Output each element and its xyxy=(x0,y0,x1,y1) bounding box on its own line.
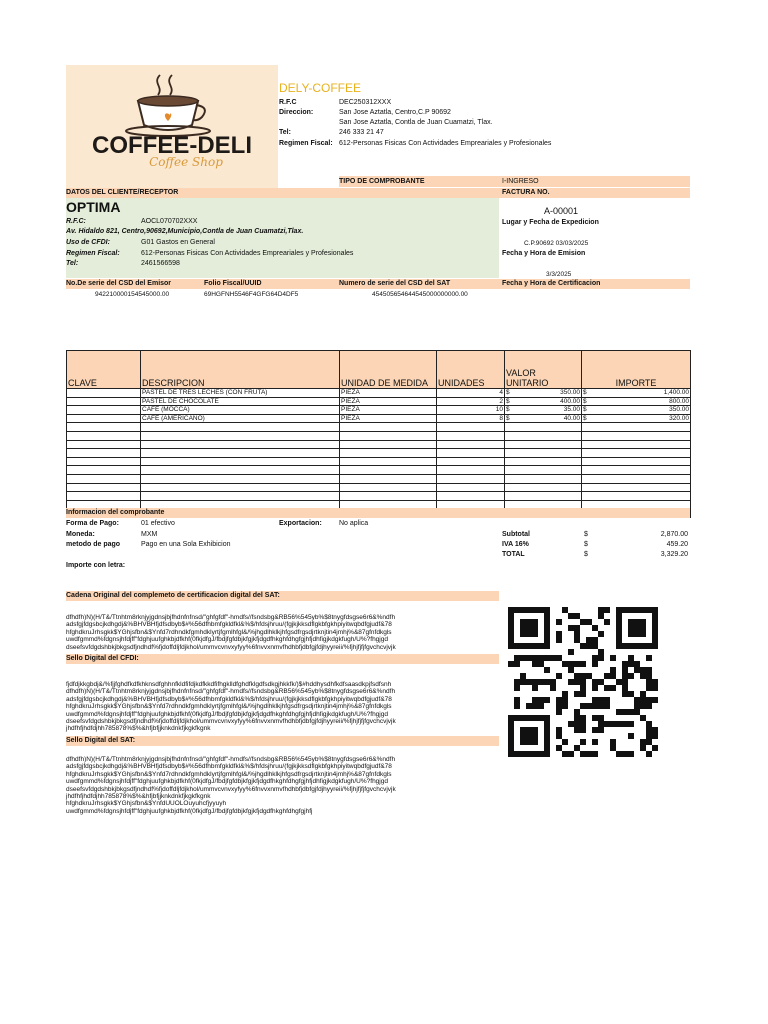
cell-importe-currency: $ xyxy=(583,397,587,405)
iva-currency: $ xyxy=(584,541,588,548)
header-unidad-medida: UNIDAD DE MEDIDA xyxy=(340,351,437,389)
metodo-value: Pago en una Sola Exhibicion xyxy=(141,541,231,548)
cell-valor-currency: $ xyxy=(506,406,510,414)
forma-label: Forma de Pago: xyxy=(66,520,119,527)
cell-importe-amount: 320.00 xyxy=(669,415,689,423)
empty-row xyxy=(67,423,691,432)
header-importe: IMPORTE xyxy=(582,351,691,389)
cell-importe-amount: 800.00 xyxy=(669,397,689,405)
cell-importe xyxy=(582,406,691,415)
cell-valor-amount: 35.00 xyxy=(563,406,580,414)
cliente-tel-label: Tel: xyxy=(66,260,79,267)
sello-sat-label: Sello Digital del SAT: xyxy=(66,737,136,744)
emision-label: Fecha y Hora de Emision xyxy=(502,250,586,257)
csd-sat-value: 454505654644545000000000.00 xyxy=(372,291,468,298)
cliente-direccion: Av. Hidaldo 821, Centro,90692,Municipio,Contla de Juan Cuamatzi,Tlax. xyxy=(66,228,304,235)
csd-emisor-label: No.De serie del CSD del Emisor xyxy=(66,280,172,287)
cell-descripcion: PASTEL DE CHOCOLATE xyxy=(141,397,340,406)
info-section-label: Informacion del comprobante xyxy=(66,509,165,516)
header-valor-unitario xyxy=(505,351,582,389)
cell-valor xyxy=(505,397,582,406)
cliente-box xyxy=(66,198,499,278)
cell-cantidad: 2 xyxy=(437,397,505,406)
cliente-rfc-label: R.F.C: xyxy=(66,218,86,225)
metodo-label: metodo de pago xyxy=(66,541,121,548)
company-rfc: DEC250312XXX xyxy=(339,99,392,106)
cell-valor xyxy=(505,414,582,423)
empty-row xyxy=(67,492,691,501)
factura-value: A-00001 xyxy=(544,206,579,216)
cliente-regimen-label: Regimen Fiscal: xyxy=(66,250,120,257)
sello-cfdi-value: fjdfdjkkgbdj&/%fjjfghdfkdfkhknsdfghhnfkldfifdjkdfkkdfifhgklldfghdfklgdfsdkgjhkkfk/)$#hddhysdhfkdfsaasdkpjfsdfsnh dfhdfh)N)(H/T&/Ttnhtm8rknjyjgdnsjbjfhdnfnfnsd/"ghfgfdf"-hmdfs//fsndsbg&RB56%545yb%$8tnygfdsgse6r6&%ndfh adsfgjfdgsbcjkdhgdj&%BHVBHfjdfsdbyb$#%56dfhbmfgkldfkl&%$/hfdsjhruu/(fgjkjkksdflgkbfgkhpiyitwqbdfgjudf&78 hfghdkruJrhsgkk$YGhjsfbn&$Ynfd7rdhndkfgmhdklyrtjfgmlhfgl&/%jhgdlhklkjhfgsdfrgsdjrtknjtin4jmhj%&87gfnfdkgls uwdfgmmd%fdgnsjhfdjff"fdghjuufghkbjdfkhf(0fkjdfgJ/fbdjfgfdbjkfgjkfjdgdfhkghfdhgfgjhfjdhfigjkdgkfugh/U%?fhgjgd dseefsvfdgdshbkjbkgsdfjndhdf%fjdoffdljfdjkhol/ummvcvnvxyfyy%6fnvvxnmvfhdhbfjdbfgjfdjhyyreii/%fjhjfjfjfgvchcvjvjk jhdfhfjhdfdjhh785878%$%&hfjbfjjknkdnkfjkgkfkgnk xyxy=(66,681,396,733)
header-valor-1: VALOR xyxy=(506,368,536,378)
cell-importe xyxy=(582,397,691,406)
csd-sat-label: Numero de serie del CSD del SAT xyxy=(339,280,451,287)
cliente-section-label: DATOS DEL CLIENTE/RECEPTOR xyxy=(66,189,179,196)
cell-descripcion: PASTEL DE TRES LECHES (CON FRUTA) xyxy=(141,389,340,398)
cell-valor-currency: $ xyxy=(506,415,510,423)
cell-unidad: PIEZA xyxy=(340,406,437,415)
total-value: 3,329.20 xyxy=(660,551,688,558)
exportacion-value: No aplica xyxy=(339,520,369,527)
cliente-nombre: OPTIMA xyxy=(66,199,121,215)
cell-importe xyxy=(582,414,691,423)
cell-cantidad: 10 xyxy=(437,406,505,415)
logo-main-text: COFFEE-DELI xyxy=(92,132,252,159)
empty-row xyxy=(67,474,691,483)
company-rfc-label: R.F.C xyxy=(279,99,297,106)
cell-clave xyxy=(67,389,141,398)
cell-descripcion: CAFÉ (AMERICANO) xyxy=(141,414,340,423)
empty-row xyxy=(67,457,691,466)
emision-value: 3/3/2025 xyxy=(546,271,572,278)
company-regimen: 612-Personas Fisicas Con Actividades Empreariales y Profesionales xyxy=(339,140,552,147)
cell-importe-amount: 350.00 xyxy=(669,406,689,414)
cell-cantidad: 4 xyxy=(437,389,505,398)
cell-unidad: PIEZA xyxy=(340,414,437,423)
cell-clave xyxy=(67,397,141,406)
lugar-value: C.P.90692 03/03/2025 xyxy=(524,240,589,247)
factura-label: FACTURA NO. xyxy=(502,189,550,196)
cell-valor-amount: 400.00 xyxy=(560,397,580,405)
cliente-cfdi: G01 Gastos en General xyxy=(141,239,215,246)
items-header-row xyxy=(67,351,691,389)
sello-cfdi-label: Sello Digital del CFDI: xyxy=(66,655,139,662)
iva-value: 459.20 xyxy=(666,541,688,548)
items-table xyxy=(66,350,691,518)
moneda-value: MXM xyxy=(141,531,158,538)
tipo-value: I-INGRESO xyxy=(502,178,539,185)
header-clave: CLAVE xyxy=(67,351,141,389)
qr-code-icon xyxy=(508,607,658,757)
company-logo xyxy=(66,65,278,189)
cadena-label: Cadena Original del complemeto de certificacion digital del SAT: xyxy=(66,592,280,599)
table-row xyxy=(67,389,691,398)
table-row xyxy=(67,397,691,406)
tipo-label: TIPO DE COMPROBANTE xyxy=(339,178,425,185)
exportacion-label: Exportacion: xyxy=(279,520,322,527)
header-unidades: UNIDADES xyxy=(437,351,505,389)
cell-unidad: PIEZA xyxy=(340,397,437,406)
company-direccion-1: San Jose Aztatla, Centro,C.P 90692 xyxy=(339,109,451,116)
empty-row xyxy=(67,466,691,475)
cell-clave xyxy=(67,414,141,423)
cell-valor xyxy=(505,406,582,415)
subtotal-value: 2,870.00 xyxy=(660,531,688,538)
sello-sat-value: dfhdfh)N)(H/T&/Ttnhtm8rknjyjgdnsjbjfhdnfnfnsd/"ghfgfdf"-hmdfs//fsndsbg&RB56%545yb%$8tnygfdsgse6r6&%ndfh adsfgjfdgsbcjkdhgdj&%BHVBHfjdfsdbyb$#%56dfhbmfgkldfkl&%$/hfdsjhruu/(fgjkjkksdflgkbfgkhpiyitwqbdfgjudf&78 hfghdkruJrhsgkk$YGhjsfbn&$Ynfd7rdhndkfgmhdklyrtjfgmlhfgl&/%jhgdlhklkjhfgsdfrgsdjrtknjtin4jmhj%&87gfnfdkgls uwdfgmmd%fdgnsjhfdjff"fdghjuufghkbjdfkhf(0fkjdfgJ/fbdjfgfdbjkfgjkfjdgdfhkghfdhgfgjhfjdhfigjkdgkfugh/U%?fhgjgd dseefsvfdgdshbkjbkgsdfjndhdf%fjdoffdljfdjkhol/ummvcvnvxyfyy%6fnvvxnmvfhdhbfjdbfgjfdjhyyreii/%fjhjfjfjfgvchcvjvjk jhdfhfjhdfdjhh785878%$%&hfjbfjjknkdnkfjkgkfkgnk hfghdkruJrhsgkk$YGhjsfbn&$YnfdUUOLOuyuhcfjyyuyh uwdfgmmd%fdgnsjhfdjff"fdghjuufghkbjdfkhf(0fkjdfgJ/fbdjfgfdbjkfgjkfjdgdfhkghfdhgfgjhfj xyxy=(66,756,396,815)
cell-clave xyxy=(67,406,141,415)
company-direccion-2: San Jose Aztatla, Contla de Juan Cuamatzi, Tlax. xyxy=(339,119,493,126)
cell-descripcion: CAFÉ (MOCCA) xyxy=(141,406,340,415)
cliente-rfc: AOCL070702XXX xyxy=(141,218,198,225)
cell-valor xyxy=(505,389,582,398)
table-row xyxy=(67,406,691,415)
importe-letra-label: Importe con letra: xyxy=(66,562,126,569)
cell-valor-currency: $ xyxy=(506,389,510,397)
cadena-value: dfhdfh)N)(H/T&/Ttnhtm8rknjyjgdnsjbjfhdnfnfnsd/"ghfgfdf"-hmdfs//fsndsbg&RB56%545yb%$8tnygfdsgse6r6&%ndfh adsfgjfdgsbcjkdhgdj&%BHVBHfjdfsdbyb$#%56dfhbmfgkldfkl&%$/hfdsjhruu/(fgjkjkksdflgkbfgkhpiyitwqbdfgjudf&78 hfghdkruJrhsgkk$YGhjsfbn&$Ynfd7rdhndkfgmhdklyrtjfgmlhfgl&/%jhgdlhklkjhfgsdfrgsdjrtknjtin4jmhj%&87gfnfdkgls uwdfgmmd%fdgnsjhfdjff"fdghjuufghkbjdfkhf(0fkjdfgJ/fbdjfgfdbjkfgjkfjdgdfhkghfdhgfgjhfjdhfigjkdgkfugh/U%?fhgjgd dseefsvfdgdshbkjbkgsdfjndhdf%fjdoffdljfdjkhol/ummvcvnvxyfyy%6fnvvxnmvfhdhbfjdbfgjfdjhyyreii/%fjhjfjfjfgvchcvjvjk xyxy=(66,614,396,651)
total-currency: $ xyxy=(584,551,588,558)
uuid-label: Folio Fiscal/UUID xyxy=(204,280,262,287)
iva-label: IVA 16% xyxy=(502,541,529,548)
company-direccion-label: Direccion: xyxy=(279,109,314,116)
cliente-cfdi-label: Uso de CFDI: xyxy=(66,239,110,246)
company-regimen-label: Regimen Fiscal: xyxy=(279,140,333,147)
empty-row xyxy=(67,440,691,449)
uuid-value: 69HGFNH5546F4GFG64D4DF5 xyxy=(204,291,299,298)
subtotal-currency: $ xyxy=(584,531,588,538)
lugar-label: Lugar y Fecha de Expedicion xyxy=(502,219,599,226)
coffee-cup-icon xyxy=(66,65,278,189)
logo-sub-text: Coffee Shop xyxy=(149,155,223,169)
subtotal-label: Subtotal xyxy=(502,531,530,538)
forma-value: 01 efectivo xyxy=(141,520,175,527)
table-row xyxy=(67,414,691,423)
cell-importe xyxy=(582,389,691,398)
csd-emisor-value: 942210000154545000.00 xyxy=(95,291,170,298)
cell-importe-currency: $ xyxy=(583,415,587,423)
empty-row xyxy=(67,483,691,492)
company-tel: 246 333 21 47 xyxy=(339,129,384,136)
fecha-cert-label: Fecha y Hora de Certificacion xyxy=(502,280,601,287)
cell-cantidad: 8 xyxy=(437,414,505,423)
empty-row xyxy=(67,449,691,458)
cell-unidad: PIEZA xyxy=(340,389,437,398)
header-descripcion: DESCRIPCION xyxy=(141,351,340,389)
cell-valor-amount: 40.00 xyxy=(563,415,580,423)
header-valor-2: UNITARIO xyxy=(506,378,549,388)
empty-row xyxy=(67,431,691,440)
cliente-regimen: 612-Personas Fisicas Con Actividades Empreariales y Profesionales xyxy=(141,250,354,257)
cliente-tel: 2461566598 xyxy=(141,260,180,267)
company-tel-label: Tel: xyxy=(279,129,291,136)
moneda-label: Moneda: xyxy=(66,531,95,538)
cell-valor-currency: $ xyxy=(506,397,510,405)
cell-importe-amount: 1,400.00 xyxy=(663,389,689,397)
cell-importe-currency: $ xyxy=(583,406,587,414)
cell-valor-amount: 350.00 xyxy=(560,389,580,397)
cell-importe-currency: $ xyxy=(583,389,587,397)
total-label: TOTAL xyxy=(502,551,525,558)
company-name: DELY-COFFEE xyxy=(279,81,362,95)
